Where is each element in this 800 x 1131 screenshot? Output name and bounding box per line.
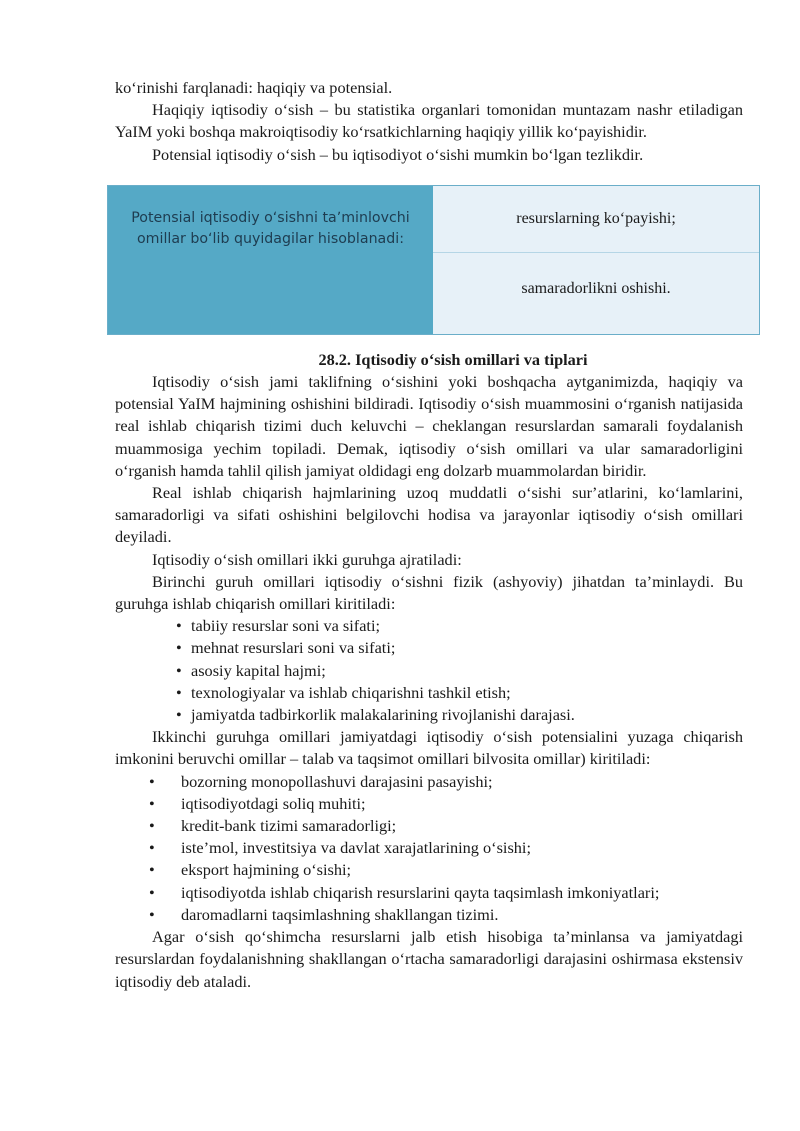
factors-label-cell: Potensial iqtisodiy oʻsishni taʼminlovchi omillar boʻlib quyidagilar hisoblanadi:: [108, 186, 433, 334]
real-growth-paragraph: Haqiqiy iqtisodiy oʻsish – bu statistika organlari tomonidan muntazam nashr etiladigan YaIM yoki boshqa makroiqtisodiy koʻrsatkichlarning haqiqiy yillik koʻpayishidir.: [115, 100, 743, 142]
list-item: • isteʼmol, investitsiya va davlat xarajatlarining oʻsishi;: [115, 837, 743, 859]
potential-growth-paragraph: Potensial iqtisodiy oʻsish – bu iqtisodiyot oʻsishi mumkin boʻlgan tezlikdir.: [152, 144, 644, 164]
potential-growth-factors-table: [107, 185, 760, 335]
section-heading: 28.2. Iqtisodiy oʻsish omillari va tiplari: [318, 349, 588, 369]
section-paragraph-5: Ikkinchi guruhga omillari jamiyatdagi iqtisodiy oʻsish potensialini yuzaga chiqarish imkonini beruvchi omillar – talab va taqsimot omillari bilvosita omillar) kiritiladi:: [115, 727, 743, 769]
list-item: • jamiyatda tadbirkorlik malakalarining rivojlanishi darajasi.: [115, 704, 743, 726]
bullet-icon: •: [176, 660, 182, 680]
factors-list-cells: [433, 186, 759, 334]
intro-line: koʻrinishi farqlanadi: haqiqiy va potensial.: [115, 78, 393, 97]
bullet-icon: •: [149, 882, 155, 902]
list-item: • eksport hajmining oʻsishi;: [115, 859, 743, 881]
bullet-icon: •: [176, 638, 182, 658]
section-paragraph-2: Real ishlab chiqarish hajmlarining uzoq muddatli oʻsishi surʼatlarini, koʻlamlarini, samaradorligi va sifati oshishini belgilovchi hodisa va jarayonlar iqtisodiy oʻsish omillari deyiladi.: [115, 483, 743, 547]
section-paragraph-4: Birinchi guruh omillari iqtisodiy oʻsishni fizik (ashyoviy) jihatdan taʼminlaydi. Bu guruhga ishlab chiqarish omillari kiritiladi:: [115, 571, 743, 614]
list-item: • tabiiy resurslar soni va sifati;: [115, 615, 743, 637]
list-item: • texnologiyalar va ishlab chiqarishni tashkil etish;: [115, 682, 743, 704]
section-paragraph-3: Iqtisodiy oʻsish omillari ikki guruhga ajratiladi:: [152, 549, 462, 569]
list-item: • iqtisodiyotda ishlab chiqarish resurslarini qayta taqsimlash imkoniyatlari;: [115, 882, 743, 904]
first-group-list: [115, 615, 743, 726]
section-paragraph-1: Iqtisodiy oʻsish jami taklifning oʻsishini yoki boshqacha aytganimizda, haqiqiy va potensial YaIM hajmining oshishini bildiradi. Iqtisodiy oʻsish muammosini oʻrganish natijasida real ishlab chiqarish tizimi duch keluvchi – cheklangan resurslardan samarali foydalanish muammosiga yechim topiladi. Demak, iqtisodiy oʻsish omillari va ular samaradorligini oʻrganish hamda tahlil qilish jamiyat oldidagi eng dolzarb muammolardan biridir.: [115, 372, 743, 480]
bullet-icon: •: [149, 771, 155, 791]
bullet-icon: •: [149, 860, 155, 880]
bullet-icon: •: [149, 904, 155, 924]
list-item: • kredit-bank tizimi samaradorligi;: [115, 815, 743, 837]
bullet-icon: •: [149, 816, 155, 836]
section-paragraph-6: Agar oʻsish qoʻshimcha resurslarni jalb etish hisobiga taʼminlansa va jamiyatdagi resurslardan foydalanishning shakllangan oʻrtacha samaradorligi darajasini oshirmasa ekstensiv iqtisodiy deb ataladi.: [115, 927, 743, 991]
factor-cell-resources: resurslarning koʻpayishi;: [433, 186, 759, 253]
bullet-icon: •: [149, 793, 155, 813]
list-item: • bozorning monopollashuvi darajasini pasayishi;: [115, 771, 743, 793]
list-item: • daromadlarni taqsimlashning shakllangan tizimi.: [115, 904, 743, 926]
list-item: • mehnat resurslari soni va sifati;: [115, 637, 743, 659]
bullet-icon: •: [176, 616, 182, 636]
factor-cell-efficiency: samaradorlikni oshishi.: [521, 279, 671, 297]
second-group-list: [115, 771, 743, 926]
bullet-icon: •: [176, 682, 182, 702]
bullet-icon: •: [176, 705, 182, 725]
document-page: [115, 77, 743, 993]
list-item: • asosiy kapital hajmi;: [115, 660, 743, 682]
list-item: • iqtisodiyotdagi soliq muhiti;: [115, 793, 743, 815]
bullet-icon: •: [149, 838, 155, 858]
